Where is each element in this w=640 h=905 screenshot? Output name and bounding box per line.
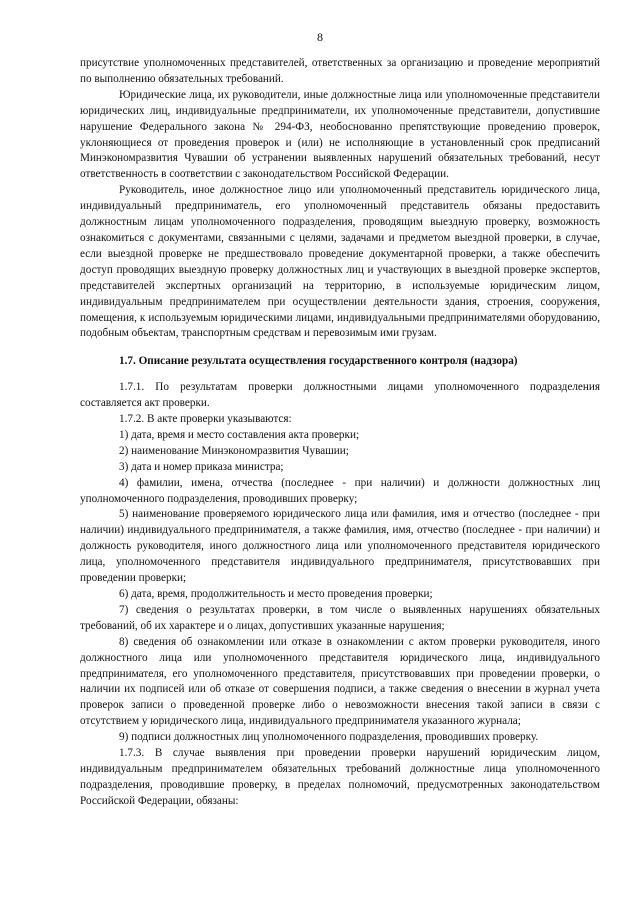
paragraph: 1.7.2. В акте проверки указываются: [119, 413, 292, 426]
page-number: 8 [317, 30, 323, 44]
list-item: 2) наименование Минэкономразвития Чувашии; [119, 444, 349, 457]
list-item: 8) сведения об ознакомлении или отказе в ознакомлении с актом проверки руководителя, иного должностного лица или уполномоченного представителя юридического лица, индивидуального предпринимателя, его уполномоченного представителя, присутствовавших при проведении проверки, о наличии их подписей или об отказе от совершения подписи, а также сведения о внесении в журнал учета проверок записи о проведенной проверке либо о невозможности внесения такой записи в связи с отсутствием у юридического лица, индивидуального предпринимателя указанного журнала; [80, 635, 600, 728]
list-item: 1) дата, время и место составления акта проверки; [119, 428, 360, 441]
paragraph: 1.7.3. В случае выявления при проведении проверки нарушений юридическим лицом, индивидуальным предпринимателем обязательных требований должностные лица уполномоченного подразделения, проводившие проверку, в пределах полномочий, предусмотренных законодательством Российской Федерации, обязаны: [80, 747, 600, 807]
section-heading: 1.7. Описание результата осуществления государственного контроля (надзора) [119, 355, 518, 368]
paragraph: Юридические лица, их руководители, иные должностные лица или уполномоченные представители юридических лиц, индивидуальные предприниматели, их уполномоченные представители, допустившие нарушение Федерального закона № 294-ФЗ, необоснованно препятствующие проведению проверок, уклоняющиеся от проведения проверок и (или) не исполняющие в установленный срок предписаний Минэкономразвития Чувашии об устранении выявленных нарушений обязательных требований, несут ответственность в соответствии с законодательством Российской Федерации. [80, 88, 600, 181]
paragraph: присутствие уполномоченных представителей, ответственных за организацию и проведение мероприятий по выполнению обязательных требований. [80, 57, 600, 85]
paragraph: Руководитель, иное должностное лицо или уполномоченный представитель юридического лица, индивидуальный предприниматель, его уполномоченный представитель обязаны предоставить должностным лицам уполномоченного подразделения, проводящим выездную проверку, возможность ознакомиться с документами, связанными с целями, задачами и предметом выездной проверки, в случае, если выездной проверке не предшествовало проведение документарной проверки, а также обеспечить доступ проводящих выездную проверку должностных лиц и участвующих в выездной проверке экспертов, представителей экспертных организаций на территорию, в используемые юридическим лицом, индивидуальным предпринимателем при осуществлении деятельности здания, строения, сооружения, помещения, к используемым юридическими лицами, индивидуальными предпринимателями оборудованию, подобным объектам, транспортным средствам и перевозимым ими грузам. [80, 184, 600, 340]
list-item: 3) дата и номер приказа министра; [119, 460, 284, 473]
paragraph: 1.7.1. По результатам проверки должностными лицами уполномоченного подразделения составляется акт проверки. [80, 381, 600, 410]
list-item: 6) дата, время, продолжительность и место проведения проверки; [119, 588, 433, 600]
list-item: 5) наименование проверяемого юридического лица или фамилия, имя и отчество (последнее - при наличии) индивидуального предпринимателя, а также фамилия, имя, отчество (последнее - при наличии) и должность руководителя, иного должностного лица или уполномоченного представителя юридического лица, уполномоченного представителя индивидуального предпринимателя, присутствовавших при проведении проверки; [80, 508, 600, 585]
page-content [80, 56, 600, 810]
list-item: 7) сведения о результатах проверки, в том числе о выявленных нарушениях обязательных требований, об их характере и о лицах, допустивших указанные нарушения; [80, 603, 600, 632]
list-item: 4) фамилии, имена, отчества (последнее - при наличии) и должности должностных лиц уполномоченного подразделения, проводивших проверку; [80, 476, 600, 505]
list-item: 9) подписи должностных лиц уполномоченного подразделения, проводивших проверку. [119, 731, 539, 744]
